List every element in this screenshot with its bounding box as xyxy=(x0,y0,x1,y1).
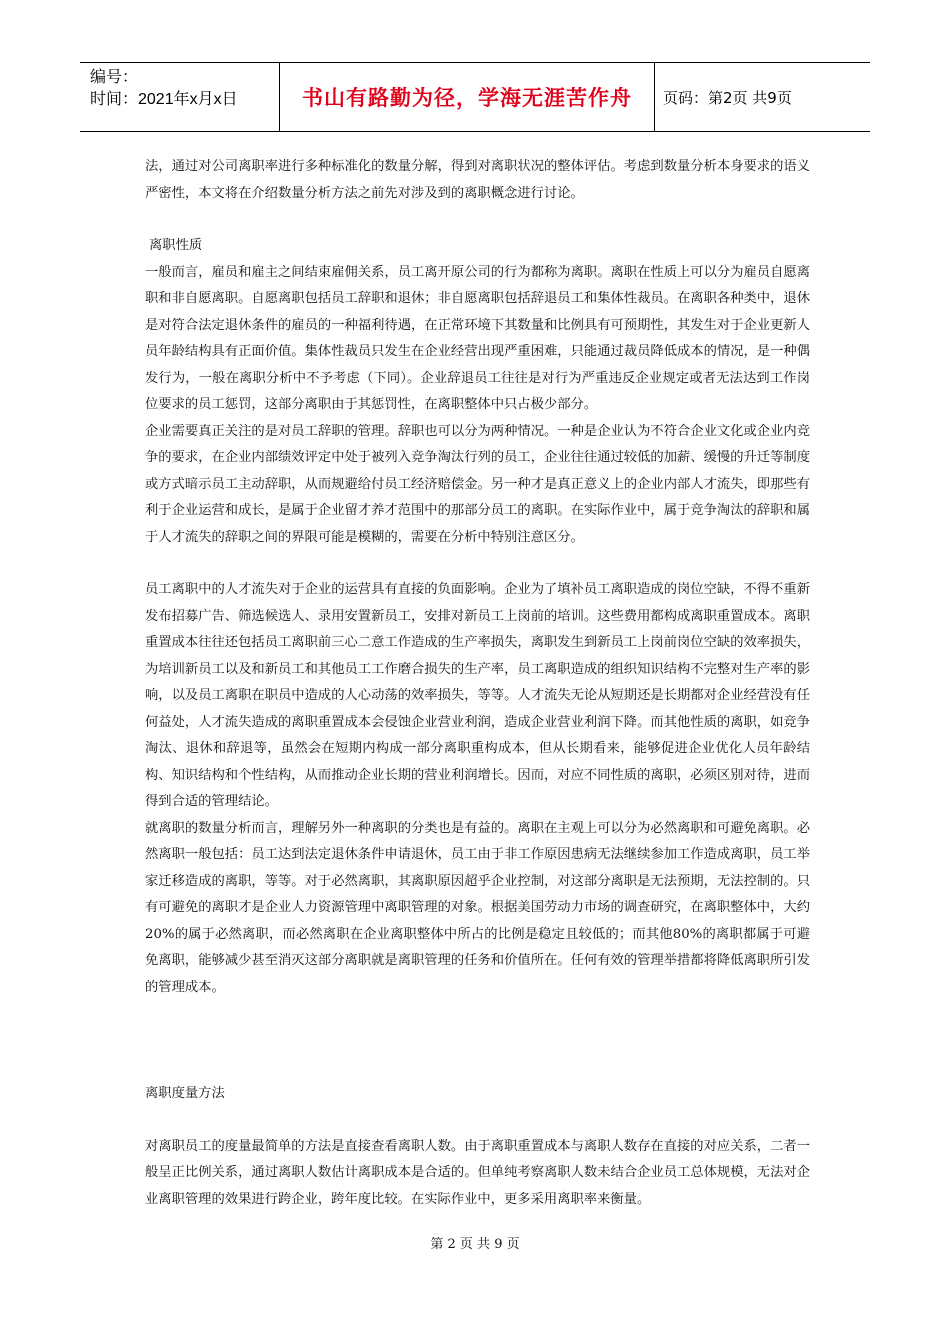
section-heading-measure: 离职度量方法 xyxy=(145,1086,225,1101)
section-heading-nature: 离职性质 xyxy=(149,238,203,253)
page-footer: 第 2 页 共 9 页 xyxy=(430,1237,520,1252)
paragraph-3: 企业需要真正关注的是对员工辞职的管理。辞职也可以分为两种情况。一种是企业认为不符合企业文化或企业内竞争的要求，在企业内部绩效评定中处于被列入竞争淘汰行列的员工，企业往往通过较低的加薪、缓慢的升迁等制度或方式暗示员工主动辞职，从而规避给付员工经济赔偿金。另一种才是真正意义上的企业内部人才流失，即那些有利于企业运营和成长，是属于企业留才养才范围中的那部分员工的离职。在实际作业中，属于竞争淘汰的辞职和属于人才流失的辞职之间的界限可能是模糊的，需要在分析中特别注意区分。 xyxy=(145,423,810,545)
time-label: 时间：2021年x月x日 xyxy=(90,91,238,108)
paragraph-1: 法，通过对公司离职率进行多种标准化的数量分解，得到对离职状况的整体评估。考虑到数量分析本身要求的语义严密性，本文将在介绍数量分析方法之前先对涉及到的离职概念进行讨论。 xyxy=(145,159,810,201)
paragraph-2: 一般而言，雇员和雇主之间结束雇佣关系，员工离开原公司的行为都称为离职。离职在性质上可以分为雇员自愿离职和非自愿离职。自愿离职包括员工辞职和退休；非自愿离职包括辞退员工和集体性裁员。在离职各种类中，退休是对符合法定退休条件的雇员的一种福利待遇，在正常环境下其数量和比例具有可预期性，其发生对于企业更新人员年龄结构具有正面价值。集体性裁员只发生在企业经营出现严重困难，只能通过裁员降低成本的情况，是一种偶发行为，一般在离职分析中不予考虑（下同）。企业辞退员工往往是对行为严重违反企业规定或者无法达到工作岗位要求的员工惩罚，这部分离职由于其惩罚性，在离职整体中只占极少部分。 xyxy=(145,264,810,412)
paragraph-5: 就离职的数量分析而言，理解另外一种离职的分类也是有益的。离职在主观上可以分为必然离职和可避免离职。必然离职一般包括：员工达到法定退休条件申请退休，员工由于非工作原因患病无法继续参加工作造成离职，员工举家迁移造成的离职，等等。对于必然离职，其离职原因超乎企业控制，对这部分离职是无法预期，无法控制的。只有可避免的离职才是企业人力资源管理中离职管理的对象。根据美国劳动力市场的调查研究，在离职整体中，大约20%的属于必然离职，而必然离职在企业离职整体中所占的比例是稳定且较低的；而其他80%的离职都属于可避免离职，能够减少甚至消灭这部分离职就是离职管理的任务和价值所在。任何有效的管理举措都将降低离职所引发的管理成本。 xyxy=(145,820,810,995)
paragraph-6: 对离职员工的度量最简单的方法是直接查看离职人数。由于离职重置成本与离职人数存在直接的对应关系，二者一般呈正比例关系，通过离职人数估计离职成本是合适的。但单纯考察离职人数未结合企业员工总体规模，无法对企业离职管理的效果进行跨企业，跨年度比较。在实际作业中，更多采用离职率来衡量。 xyxy=(145,1138,810,1207)
number-label: 编号： xyxy=(90,69,139,86)
header-motto: 书山有路勤为径，学海无涯苦作舟 xyxy=(280,63,655,131)
page-header xyxy=(80,62,870,132)
header-page-code: 页码：第2页 共9页 xyxy=(663,88,792,107)
document-body xyxy=(145,154,810,1213)
paragraph-4: 员工离职中的人才流失对于企业的运营具有直接的负面影响。企业为了填补员工离职造成的岗位空缺，不得不重新发布招募广告、筛选候选人、录用安置新员工，安排对新员工上岗前的培训。这些费用都构成离职重置成本。离职重置成本往往还包括员工离职前三心二意工作造成的生产率损失，离职发生到新员工上岗前岗位空缺的效率损失，为培训新员工以及和新员工和其他员工工作磨合损失的生产率，员工离职造成的组织知识结构不完整对生产率的影响，以及员工离职在职员中造成的人心动荡的效率损失，等等。人才流失无论从短期还是长期都对企业经营没有任何益处，人才流失造成的离职重置成本会侵蚀企业营业利润，造成企业营业利润下降。而其他性质的离职，如竞争淘汰、退休和辞退等，虽然会在短期内构成一部分离职重构成本，但从长期看来，能够促进企业优化人员年龄结构、知识结构和个性结构，从而推动企业长期的营业利润增长。因而，对应不同性质的离职，必须区别对待，进而得到合适的管理结论。 xyxy=(145,582,810,809)
header-meta xyxy=(80,63,280,131)
